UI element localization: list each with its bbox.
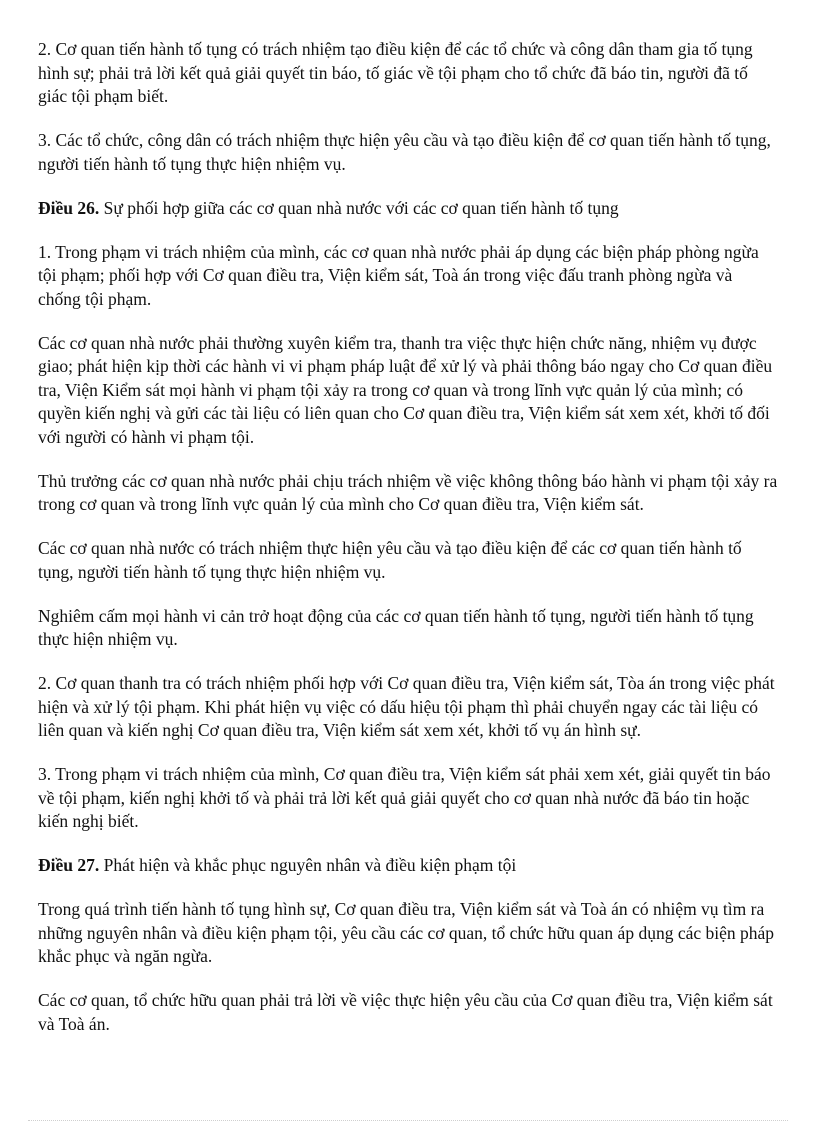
- article-26-paragraph-3: Thủ trưởng các cơ quan nhà nước phải chịu trách nhiệm về việc không thông báo hành vi phạm tội xảy ra trong cơ quan và trong lĩnh vực quản lý của mình cho Cơ quan điều tra, Viện kiểm sát.: [38, 470, 778, 514]
- paragraph-clause-3-citizen-duty: 3. Các tổ chức, công dân có trách nhiệm thực hiện yêu cầu và tạo điều kiện để cơ quan tiến hành tố tụng, người tiến hành tố tụng thực hiện nhiệm vụ.: [38, 130, 771, 174]
- article-26-paragraph-4: Các cơ quan nhà nước có trách nhiệm thực hiện yêu cầu và tạo điều kiện để các cơ quan tiến hành tố tụng, người tiến hành tố tụng thực hiện nhiệm vụ.: [38, 538, 742, 582]
- article-26-title: Sự phối hợp giữa các cơ quan nhà nước với các cơ quan tiến hành tố tụng: [103, 197, 619, 218]
- article-27-paragraph-2: Các cơ quan, tổ chức hữu quan phải trả lời về việc thực hiện yêu cầu của Cơ quan điều tra, Viện kiểm sát và Toà án.: [38, 990, 773, 1034]
- article-26-paragraph-5: Nghiêm cấm mọi hành vi cản trở hoạt động của các cơ quan tiến hành tố tụng, người tiến hành tố tụng thực hiện nhiệm vụ.: [38, 605, 754, 649]
- article-26-paragraph-1: 1. Trong phạm vi trách nhiệm của mình, các cơ quan nhà nước phải áp dụng các biện pháp phòng ngừa tội phạm; phối hợp với Cơ quan điều tra, Viện kiểm sát, Toà án trong việc đấu tranh phòng ngừa và chống tội phạm.: [38, 241, 759, 309]
- article-26-paragraph-2: Các cơ quan nhà nước phải thường xuyên kiểm tra, thanh tra việc thực hiện chức năng, nhiệm vụ được giao; phát hiện kịp thời các hành vi vi phạm pháp luật để xử lý và phải thông báo ngay cho Cơ quan điều tra, Viện Kiểm sát mọi hành vi phạm tội xảy ra trong cơ quan và trong lĩnh vực quản lý của mình; có quyền kiến nghị và gửi các tài liệu có liên quan cho Cơ quan điều tra, Viện kiểm sát xem xét, khởi tố đối với người có hành vi phạm tội.: [38, 332, 773, 447]
- article-27-heading: [38, 854, 778, 878]
- article-27-title: Phát hiện và khắc phục nguyên nhân và điều kiện phạm tội: [103, 855, 517, 875]
- paragraph-clause-2-participation: 2. Cơ quan tiến hành tố tụng có trách nhiệm tạo điều kiện để các tổ chức và công dân tham gia tố tụng hình sự; phải trả lời kết quả giải quyết tin báo, tố giác về tội phạm cho tổ chức đã báo tin, người đã tố giác tội phạm biết.: [38, 39, 753, 106]
- article-27-paragraph-1: Trong quá trình tiến hành tố tụng hình sự, Cơ quan điều tra, Viện kiểm sát và Toà án có nhiệm vụ tìm ra những nguyên nhân và điều kiện phạm tội, yêu cầu các cơ quan, tổ chức hữu quan áp dụng các biện pháp khắc phục và ngăn ngừa.: [38, 899, 775, 966]
- article-26-paragraph-7: 3. Trong phạm vi trách nhiệm của mình, Cơ quan điều tra, Viện kiểm sát phải xem xét, giải quyết tin báo về tội phạm, kiến nghị khởi tố và phải trả lời kết quả giải quyết cho cơ quan nhà nước đã báo tin hoặc kiến nghị biết.: [38, 764, 771, 831]
- article-26-heading: [38, 197, 778, 221]
- article-26-label: Điều 26.: [38, 197, 100, 218]
- article-27-label: Điều 27.: [38, 855, 100, 875]
- page-bottom-divider: [28, 1120, 788, 1121]
- document-page: [38, 38, 778, 1057]
- article-26-paragraph-6: 2. Cơ quan thanh tra có trách nhiệm phối hợp với Cơ quan điều tra, Viện kiểm sát, Tòa án trong việc phát hiện và xử lý tội phạm. Khi phát hiện vụ việc có dấu hiệu tội phạm thì phải chuyển ngay các tài liệu có liên quan và kiến nghị Cơ quan điều tra, Viện kiểm sát xem xét, khởi tố vụ án hình sự.: [38, 673, 775, 740]
